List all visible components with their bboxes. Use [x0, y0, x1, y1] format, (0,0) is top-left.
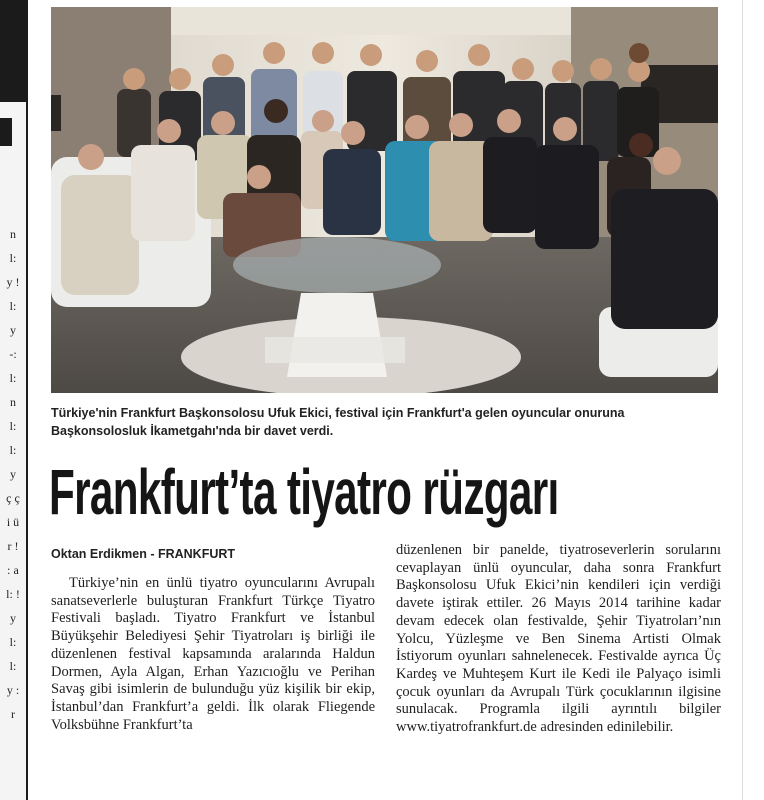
group-photo-illustration	[51, 7, 718, 393]
adjacent-column-letter	[0, 118, 12, 146]
article-body-column-1: Türkiye’nin en ünlü tiyatro oyuncularını Avrupalı sanatseverlerle buluşturan Frankfurt Türkçe Tiyatro Festivali başladı. Tiyatro Frankfurt ve İstanbul Büyükşehir Belediyesi Şehir Tiyatroları iş birliği ile düzenlenen festival kapsamında aralarında Haldun Dormen, Ayla Algan, Erhan Yazıcıoğlu ve Perihan Savaş gibi isimlerin de bulunduğu yüz kişilik bir ekip, İstanbul’dan Frankfurt’a geldi. İlk olarak Fliegende Volksbühne Frankfurt’ta	[51, 575, 375, 733]
article-byline: Oktan Erdikmen - FRANKFURT	[51, 547, 236, 561]
adjacent-column-text: n l: y ! l: y -: l: n l: l: y ç ç i ü r ! : a l: ! y l: l: y : r	[6, 227, 20, 721]
page-edge-rule	[742, 0, 743, 800]
adjacent-column-strip	[0, 0, 28, 800]
article-headline: Frankfurt’ta tiyatro rüzgarı	[49, 456, 559, 528]
article-photo	[51, 7, 718, 393]
photo-caption: Türkiye'nin Frankfurt Başkonsolosu Ufuk Ekici, festival için Frankfurt'a gelen oyuncular onuruna Başkonsolosluk İkametgahı'nda bir davet verdi.	[51, 406, 625, 438]
article-body-column-2: düzenlenen bir panelde, tiyatroseverlerin sorularını cevaplayan ünlü oyuncular, daha sonra Frankfurt Başkonsolosu Ufuk Ekici’nin kendileri için verdiği davete iştirak ettiler. 26 Mayıs 2014 tarihine kadar devam edecek olan festivalde, Şehir Tiyatroları’nın Yolcu, Yüzleşme ve Ben Sinema Artisti Olmak İstiyorum oyunları sahnelenecek. Festivalde ayrıca Üç Kardeş ve Muhteşem Kurt ile Kedi ile Palyaço isimli çocuk oyunları da Avrupalı Türk çocuklarının ilgisine sunulacak. Programla ilgili ayrıntılı bilgiler www.tiyatrofrankfurt.de adresinden edinilebilir.	[396, 542, 721, 736]
